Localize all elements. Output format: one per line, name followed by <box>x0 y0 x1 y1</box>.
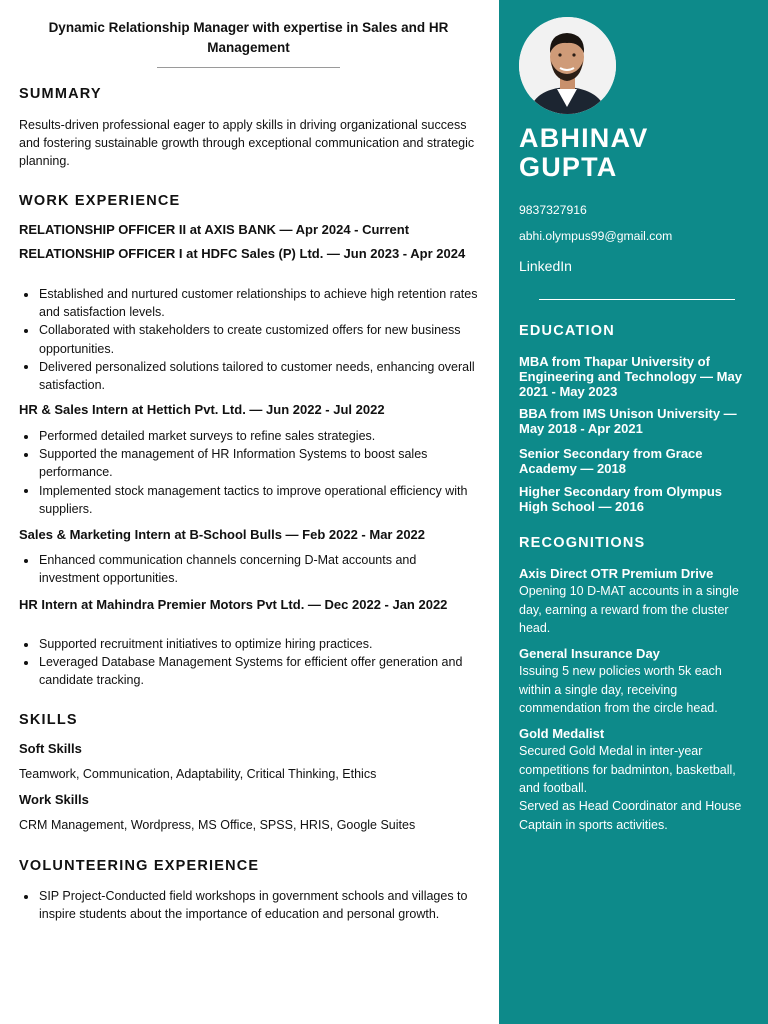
recognition-text: Opening 10 D-MAT accounts in a single day, earning a reward from the cluster head. <box>519 584 739 635</box>
list-item: Supported the management of HR Information Systems to boost sales performance. <box>19 445 479 481</box>
soft-skills-text: Teamwork, Communication, Adaptability, Critical Thinking, Ethics <box>19 767 377 781</box>
job-bullets <box>19 551 479 587</box>
profile-photo <box>519 17 616 114</box>
job-heading: HR & Sales Intern at Hettich Pvt. Ltd. — Jun 2022 - Jul 2022 <box>19 402 385 417</box>
recognition-title: Axis Direct OTR Premium Drive <box>519 566 714 581</box>
list-item: Implemented stock management tactics to improve operational efficiency with suppliers. <box>19 482 479 518</box>
job-heading: RELATIONSHIP OFFICER II at AXIS BANK — Apr 2024 - Current <box>19 222 410 237</box>
education-item: MBA from Thapar University of Engineering and Technology — May 2021 - May 2023 <box>519 354 742 399</box>
profile-name: ABHINAV GUPTA <box>519 123 649 182</box>
recognition-extra-text: Served as Head Coordinator and House Captain in sports activities. <box>519 799 742 832</box>
list-item: Established and nurtured customer relationships to achieve high retention rates and satisfaction levels. <box>19 285 479 321</box>
education-item: BBA from IMS Unison University — May 2018 - Apr 2021 <box>519 406 737 436</box>
education-title: EDUCATION <box>519 323 615 339</box>
recognition-title: Gold Medalist <box>519 726 605 741</box>
avatar <box>519 17 616 114</box>
job-bullets <box>19 635 479 690</box>
recognition-text: Issuing 5 new policies worth 5k each within a single day, receiving commendation from the circle head. <box>519 664 722 715</box>
job-bullets <box>19 427 479 518</box>
work-skills-text: CRM Management, Wordpress, MS Office, SPSS, HRIS, Google Suites <box>19 818 416 832</box>
list-item: Supported recruitment initiatives to optimize hiring practices. <box>19 635 479 653</box>
summary-title: SUMMARY <box>19 86 102 102</box>
list-item: SIP Project-Conducted field workshops in government schools and villages to inspire students about the importance of education and personal growth. <box>19 887 479 923</box>
linkedin-link[interactable]: LinkedIn <box>519 258 572 274</box>
job-heading: HR Intern at Mahindra Premier Motors Pvt Ltd. — Dec 2022 - Jan 2022 <box>19 597 448 612</box>
recognition-text: Secured Gold Medal in inter-year competitions for badminton, basketball, and football. <box>519 744 736 795</box>
summary-text: Results-driven professional eager to apply skills in driving organizational success and fostering sustainable growth through exceptional communication and strategic planning. <box>19 118 475 168</box>
work-experience-title: WORK EXPERIENCE <box>19 193 181 209</box>
volunteering-bullets <box>19 887 479 923</box>
phone-number: 9837327916 <box>519 203 587 217</box>
job-heading: Sales & Marketing Intern at B-School Bulls — Feb 2022 - Mar 2022 <box>19 527 426 542</box>
resume-headline: Dynamic Relationship Manager with expertise in Sales and HR Management <box>48 20 449 55</box>
job-bullets <box>19 285 479 394</box>
email-link[interactable]: abhi.olympus99@gmail.com <box>519 229 673 243</box>
skills-title: SKILLS <box>19 712 78 728</box>
recognition-title: General Insurance Day <box>519 646 660 661</box>
list-item: Performed detailed market surveys to refine sales strategies. <box>19 427 479 445</box>
sidebar-divider <box>539 299 735 300</box>
soft-skills-title: Soft Skills <box>19 741 82 756</box>
headline-divider <box>157 67 340 68</box>
job-heading: RELATIONSHIP OFFICER I at HDFC Sales (P) Ltd. — Jun 2023 - Apr 2024 <box>19 246 466 261</box>
education-item: Senior Secondary from Grace Academy — 2018 <box>519 446 703 476</box>
recognitions-title: RECOGNITIONS <box>519 535 646 551</box>
list-item: Delivered personalized solutions tailored to customer needs, enhancing overall satisfaction. <box>19 358 479 394</box>
volunteering-title: VOLUNTEERING EXPERIENCE <box>19 858 260 874</box>
work-skills-title: Work Skills <box>19 792 89 807</box>
education-item: Higher Secondary from Olympus High School — 2016 <box>519 484 722 514</box>
list-item: Collaborated with stakeholders to create customized offers for new business opportunities. <box>19 321 479 357</box>
list-item: Enhanced communication channels concerning D-Mat accounts and investment opportunities. <box>19 551 479 587</box>
list-item: Leveraged Database Management Systems for efficient offer generation and candidate tracking. <box>19 653 479 689</box>
